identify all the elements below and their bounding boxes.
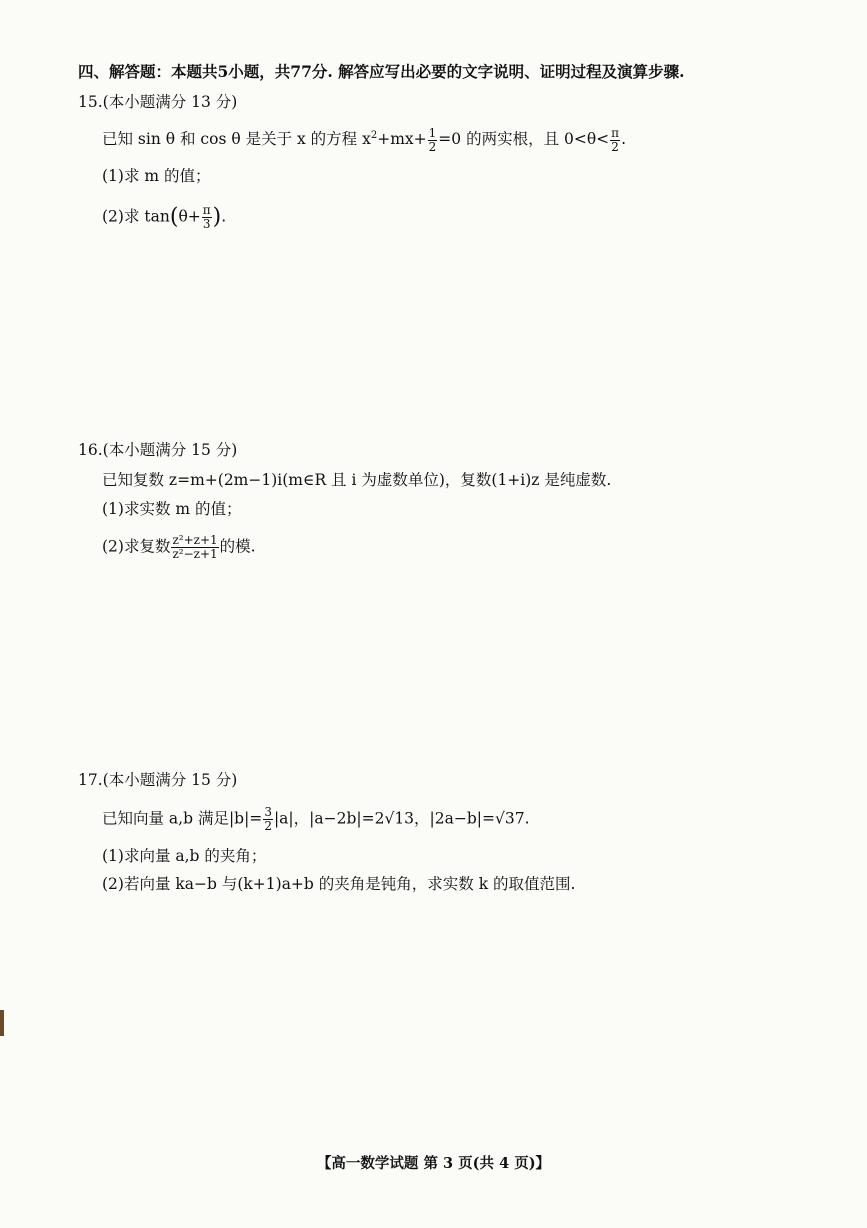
q16-part2-b: 的模. bbox=[219, 537, 256, 556]
q15-part2-c: . bbox=[221, 207, 227, 226]
q17-stem-a: 已知向量 a,b 满足|b|= bbox=[102, 809, 263, 828]
q17-title: 17.(本小题满分 15 分) bbox=[78, 771, 238, 789]
scan-edge-mark bbox=[0, 1010, 4, 1036]
q15-frac-half: $\frac{1}{2}$ bbox=[428, 125, 437, 154]
q15-stem-b: +mx+ bbox=[377, 130, 427, 149]
q17-stem bbox=[102, 806, 530, 833]
q15-part2: (2)求 tan(θ+ $\frac{\pi}{3}$ ). bbox=[102, 203, 227, 231]
q17-part1: (1)求向量 a,b 的夹角； bbox=[102, 847, 267, 865]
q16-part2 bbox=[102, 534, 256, 561]
q16-part2-a: (2)求复数 bbox=[102, 537, 171, 556]
q15-stem bbox=[102, 126, 626, 154]
q15-frac-pi-half: $\frac{\pi}{2}$ bbox=[611, 125, 620, 154]
q15-stem-d: . bbox=[621, 130, 626, 149]
q15-frac-pi-third: $\frac{\pi}{3}$ bbox=[202, 203, 211, 231]
q17-frac: $\frac{3}{2}$ bbox=[264, 805, 272, 833]
q15-stem-c: =0 的两实根，且 0<θ< bbox=[438, 130, 610, 149]
page-footer: 【高一数学试题 第 3 页(共 4 页)】 bbox=[316, 1155, 551, 1172]
q15-stem-exp: 2 bbox=[370, 130, 378, 141]
q16-frac: $\frac{\text{z²+z+1}}{\text{z²−z+1}}$ bbox=[172, 533, 218, 561]
q15-part2-b: θ+ bbox=[178, 207, 201, 226]
section-heading: 四、解答题：本题共5小题，共77分. 解答应写出必要的文字说明、证明过程及演算步骤. bbox=[78, 62, 685, 81]
q17-stem-b: |a|，|a−2b|=2√13，|2a−b|=√37. bbox=[273, 809, 530, 828]
q17-part2: (2)若向量 ka−b 与(k+1)a+b 的夹角是钝角，求实数 k 的取值范围. bbox=[102, 875, 576, 893]
q16-part1: (1)求实数 m 的值； bbox=[102, 500, 242, 518]
q16-title: 16.(本小题满分 15 分) bbox=[78, 441, 238, 459]
q15-part2-a: (2)求 tan bbox=[102, 207, 170, 226]
q15-title: 15.(本小题满分 13 分) bbox=[78, 93, 238, 111]
q16-stem: 已知复数 z=m+(2m−1)i(m∈R 且 i 为虚数单位)，复数(1+i)z 是纯虚数. bbox=[102, 471, 612, 489]
q15-part1: (1)求 m 的值； bbox=[102, 167, 211, 185]
q15-stem-a: 已知 sin θ 和 cos θ 是关于 x 的方程 x bbox=[102, 130, 371, 149]
